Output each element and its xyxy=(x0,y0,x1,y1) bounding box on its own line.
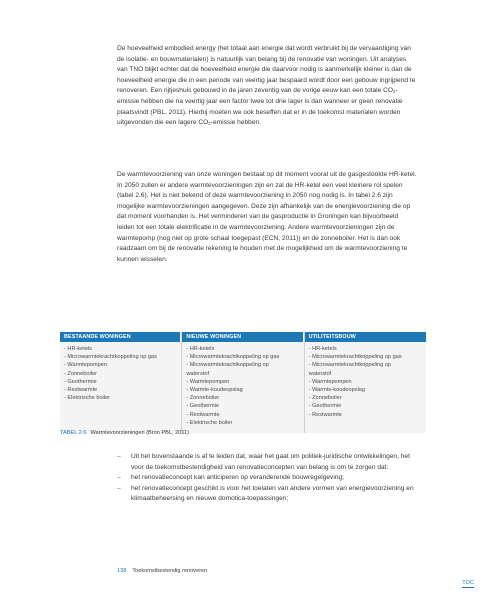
paragraph-text: De hoeveelheid embodied energy (het totaal aan energie dat wordt verbruikt bij de vervaardiging van de isolatie- en bouwmaterialen) is natuurlijk van belang bij de renovatie van woningen. Uit analyses van TNO blijkt echter dat de hoeveelheid energie die daarvoor nodig is aanmerkelijk kleiner is dan de hoeveelheid energie die in een periode van veertig jaar bespaard wordt door een gebouw ingrijpend te renoveren. Een rijtjeshuis gebouwd in de jaren zeventig van de vorige eeuw kan een totale CO xyxy=(117,45,416,95)
paragraph-text: -emissie hebben die na veertig jaar een factor twee tot drie lager is dan wanneer er geen renovatie plaatsvindt (PBL, 2011). Hierbij moeten we ook beseffen dat er in de toekomst materialen worden uitgevonden die een lagere CO xyxy=(117,87,403,127)
list-item: - Zonneboiler xyxy=(186,395,220,402)
warmtevoorzieningen-table xyxy=(60,332,426,433)
toc-link[interactable]: TOC xyxy=(462,580,474,586)
paragraph-embodied-energy xyxy=(117,44,417,129)
table-column xyxy=(182,332,304,433)
list-item: - Geothermie xyxy=(308,403,342,410)
column-header: NIEUWE WONINGEN xyxy=(182,332,303,342)
list-item: - Microwarmtekrachtkoppeling op gas xyxy=(64,354,157,361)
list-item: - Warmtepompen xyxy=(308,378,352,385)
caption-label: TABEL 2.6 xyxy=(60,430,87,436)
subscript: 2 xyxy=(393,89,396,95)
list-item: - Geothermie xyxy=(64,378,97,385)
list-item: - HR-ketels xyxy=(186,346,215,352)
table-column xyxy=(305,332,426,433)
paragraph-warmtevoorziening: De warmtevoorziening van onze woningen bestaat op dit moment vooral uit de gasgestookte HR-ketel. In 2050 zullen er andere warmtevoorzieningen zijn en zal de HR-ketel een veel kleinere rol spelen (tabel 2.6). Het is niet bekend of deze warmtevoorziening in 2050 nog nodig is. In tabel 2.6 zijn mogelijke warmtevoorzieningen aangegeven. Deze zijn afhankelijk van de energievoorziening die op dat moment voorhanden is. Het verminderen van de gasproductie in Groningen kan bijvoorbeeld leiden tot een totale elektrificatie in de warmtevoorziening. Andere warmtevoorzieningen zijn de warmtepomp (nog niet op grote schaal toegepast (ECN, 2011)) en de zonneboiler. Het is dan ook raadzaam om bij de renovatie rekening te houden met de mogelijkheid om de warmtevoorziening te kunnen wisselen. xyxy=(117,171,417,263)
column-header: UTILITEITSBOUW xyxy=(305,332,426,342)
list-item-text: het renovatieconcept kan anticiperen op veranderende bouwregelgeving; xyxy=(131,474,344,482)
list-item-text: Uit het bovenstaande is af te leiden dat, waar het gaat om politiek-juridische ontwikkelingen, het voor de toekomstbestendigheid van renovatieconcepten van belang is om te zorgen dat: xyxy=(131,453,410,471)
list-item: waterstof xyxy=(186,370,210,377)
running-title: Toekomstbestendig renoveren xyxy=(132,568,208,574)
list-item: - Zonneboiler xyxy=(308,395,342,402)
column-body xyxy=(60,342,181,433)
list-item xyxy=(117,452,417,473)
list-item-text: het renovatieconcept geschikt is voor het toelaten van andere vormen van energievoorziening en klimaatbeheersing en nieuwe domotica-toepassingen; xyxy=(131,484,414,503)
list-item: - Zonneboiler xyxy=(64,370,97,377)
list-item: - Restwarmte xyxy=(186,411,220,418)
list-item: - HR-ketels xyxy=(308,346,337,352)
column-body xyxy=(305,342,426,433)
list-item: - Elektrische boiler xyxy=(186,419,233,426)
dash-icon: – xyxy=(117,474,121,482)
list-item: - Warmtepompen xyxy=(64,362,108,369)
list-item: - Microwarmtekrachtkoppeling op gas xyxy=(308,354,402,361)
list-item: - Restwarmte xyxy=(64,387,98,394)
list-item xyxy=(117,484,417,505)
list-item: - Microwarmtekrachtkoppeling op xyxy=(308,362,392,369)
list-item: - HR-ketels xyxy=(64,346,92,352)
list-item: waterstof xyxy=(308,370,332,377)
list-item: - Warmtepompen xyxy=(186,378,230,385)
caption-text: Warmtevoorzieningen (Bron PBL, 2011) xyxy=(90,430,189,436)
bullet-list xyxy=(117,452,417,505)
table-column xyxy=(60,332,182,433)
dash-icon: – xyxy=(117,484,121,492)
paragraph-text: -emissie hebben. xyxy=(210,119,262,127)
list-item: - Warmte-koudeopslag xyxy=(308,387,366,394)
column-body xyxy=(182,342,303,433)
list-item: - Restwarmte xyxy=(308,411,342,418)
list-item: - Elektrische boiler xyxy=(64,395,111,402)
dash-icon: – xyxy=(117,453,121,460)
list-item: - Warmte-koudeopslag xyxy=(186,387,243,394)
page-number: 138 xyxy=(117,568,127,574)
list-item: - Microwarmtekrachtkoppeling op gas xyxy=(186,354,280,361)
table-caption xyxy=(60,430,189,436)
list-item: - Microwarmtekrachtkoppeling op xyxy=(186,362,269,369)
subscript: 2 xyxy=(208,121,211,127)
column-header: BESTAANDE WONINGEN xyxy=(60,332,181,342)
page-footer xyxy=(117,568,207,574)
list-item: - Geothermie xyxy=(186,403,219,410)
list-item xyxy=(117,473,417,484)
